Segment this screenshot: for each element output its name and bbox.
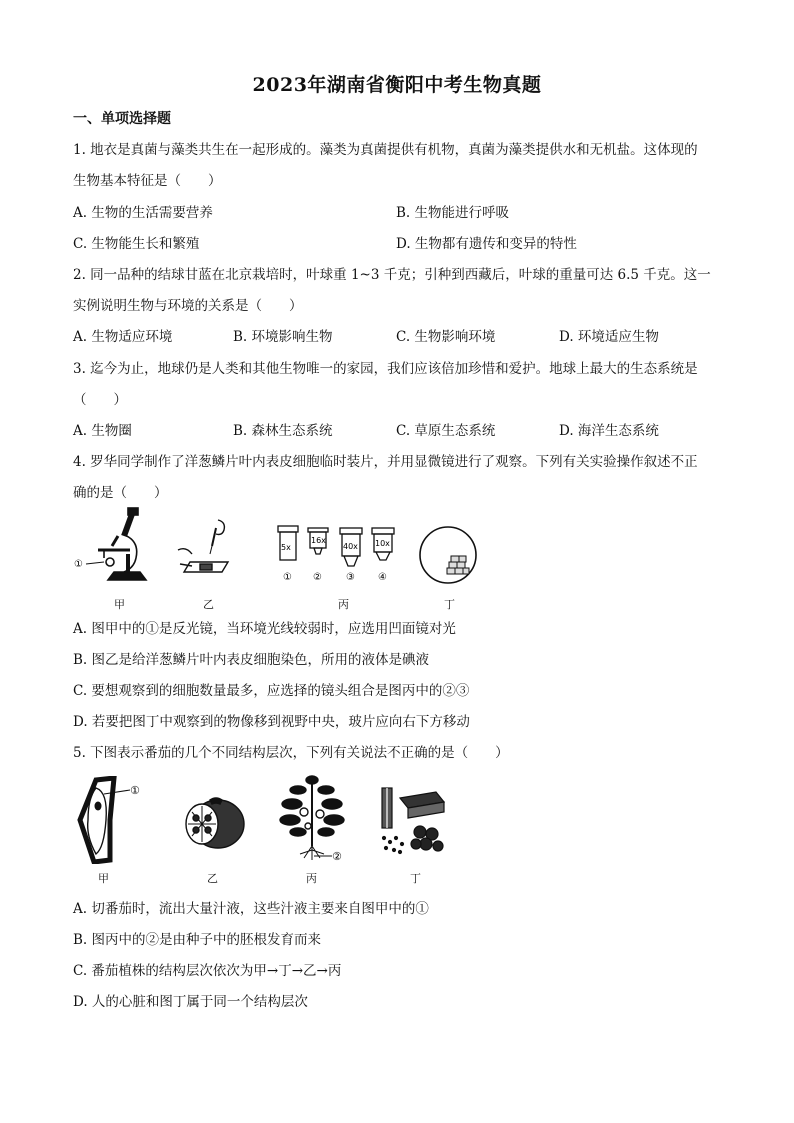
lens-label-1: 5x xyxy=(281,543,291,552)
question-1-line-1: 1. 地衣是真菌与藻类共生在一起形成的。藻类为真菌提供有机物，真菌为藻类提供水和无机盐。这体现的 xyxy=(73,142,698,158)
plant-cell-figure xyxy=(74,776,154,864)
field-of-view-figure xyxy=(417,524,479,586)
question-4-option-a: A. 图甲中的①是反光镜，当环境光线较弱时，应选用凹面镜对光 xyxy=(73,621,456,637)
question-3-option-c: C. 草原生态系统 xyxy=(396,423,496,439)
question-4-option-d: D. 若要把图丁中观察到的物像移到视野中央，玻片应向右下方移动 xyxy=(73,714,470,730)
question-4-option-b: B. 图乙是给洋葱鳞片叶内表皮细胞染色，所用的液体是碘液 xyxy=(73,652,430,668)
question-4-option-c: C. 要想观察到的细胞数量最多，应选择的镜头组合是图丙中的②③ xyxy=(73,683,470,699)
lens-set-figure xyxy=(274,524,402,586)
figure-5-label-jia: 甲 xyxy=(98,872,109,885)
question-2-option-a: A. 生物适应环境 xyxy=(73,329,173,345)
question-5-option-a: A. 切番茄时，流出大量汁液，这些汁液主要来自图甲中的① xyxy=(73,901,429,917)
question-5-line-1: 5. 下图表示番茄的几个不同结构层次，下列有关说法不正确的是（ ） xyxy=(73,745,509,761)
figure-4-label-yi: 乙 xyxy=(203,598,214,611)
question-3-option-a: A. 生物圈 xyxy=(73,423,132,439)
question-3-option-b: B. 森林生态系统 xyxy=(233,423,333,439)
figure-5-label-yi: 乙 xyxy=(207,872,218,885)
question-2-line-1: 2. 同一品种的结球甘蓝在北京栽培时，叶球重 1~3 千克；引种到西藏后，叶球的重量可达 6.5 千克。这一 xyxy=(73,267,711,283)
question-3-line-1: 3. 迄今为止，地球仍是人类和其他生物唯一的家园，我们应该倍加珍惜和爱护。地球上最大的生态系统是 xyxy=(73,361,698,377)
lens-label-2: 16x xyxy=(311,536,326,545)
question-5-option-d: D. 人的心脏和图丁属于同一个结构层次 xyxy=(73,994,308,1010)
question-1-option-d: D. 生物都有遗传和变异的特性 xyxy=(396,236,577,252)
figure-4-label-bing: 丙 xyxy=(338,598,349,611)
figure-4-label-ding: 丁 xyxy=(444,598,455,611)
figure-4-label-jia: 甲 xyxy=(114,598,125,611)
question-3-line-2: （ ） xyxy=(73,392,127,408)
microscope-marker: ① xyxy=(74,559,83,570)
question-2-option-b: B. 环境影响生物 xyxy=(233,329,333,345)
question-4-line-2: 确的是（ ） xyxy=(73,485,168,501)
question-4-line-1: 4. 罗华同学制作了洋葱鳞片叶内表皮细胞临时装片，并用显微镜进行了观察。下列有关实验操作叙述不正 xyxy=(73,454,698,470)
question-3-option-d: D. 海洋生态系统 xyxy=(559,423,659,439)
tomato-fruit-figure xyxy=(178,792,248,852)
lens-number-4: ④ xyxy=(378,572,387,583)
question-1-option-c: C. 生物能生长和繁殖 xyxy=(73,236,200,252)
question-2-option-c: C. 生物影响环境 xyxy=(396,329,496,345)
page-title: 2023年湖南省衡阳中考生物真题 xyxy=(252,74,542,96)
tissue-figure xyxy=(376,784,450,858)
figure-5-label-ding: 丁 xyxy=(410,872,421,885)
question-2-line-2: 实例说明生物与环境的关系是（ ） xyxy=(73,298,303,314)
plant-marker: ② xyxy=(332,850,342,863)
section-heading: 一、单项选择题 xyxy=(73,111,171,127)
staining-figure xyxy=(172,516,232,582)
lens-number-1: ① xyxy=(283,572,292,583)
question-1-option-b: B. 生物能进行呼吸 xyxy=(396,205,510,221)
cell-marker: ① xyxy=(130,784,140,797)
question-5-option-b: B. 图丙中的②是由种子中的胚根发育而来 xyxy=(73,932,322,948)
microscope-figure xyxy=(74,506,164,586)
question-5-option-c: C. 番茄植株的结构层次依次为甲→丁→乙→丙 xyxy=(73,963,342,979)
question-2-option-d: D. 环境适应生物 xyxy=(559,329,659,345)
tomato-plant-figure xyxy=(274,774,354,868)
figure-5-label-bing: 丙 xyxy=(306,872,317,885)
question-1-option-a: A. 生物的生活需要营养 xyxy=(73,205,213,221)
lens-number-3: ③ xyxy=(346,572,355,583)
lens-number-2: ② xyxy=(313,572,322,583)
lens-label-3: 40x xyxy=(343,542,358,551)
question-1-line-2: 生物基本特征是（ ） xyxy=(73,173,222,189)
lens-label-4: 10x xyxy=(375,539,390,548)
